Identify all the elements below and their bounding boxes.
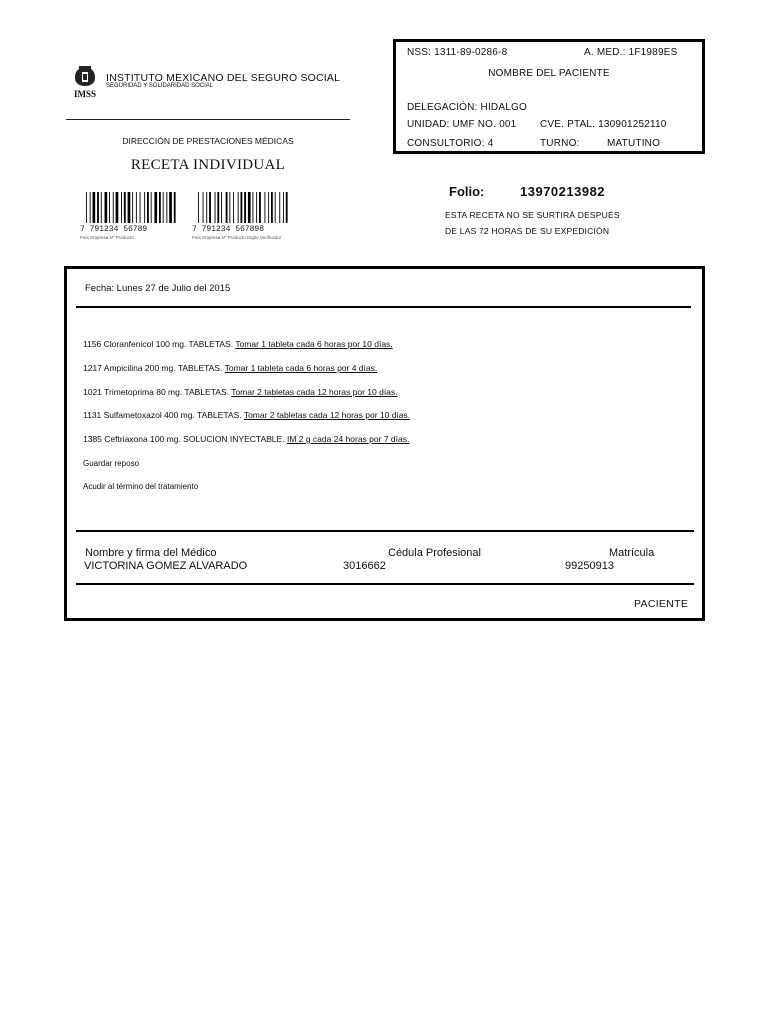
barcode-bar [116,192,119,223]
barcode-bar [105,192,108,223]
institute-name: INSTITUTO MEXICANO DEL SEGURO SOCIAL [106,72,341,84]
instruction-rest: Guardar reposo [83,459,140,468]
barcode-bar [275,192,276,223]
amed-value: A. MED.: 1F1989ES [584,47,678,58]
medication-drug: 1021 Trimetoprima 80 mg. TABLETAS. [83,387,229,397]
turno-value: MATUTINO [607,138,661,149]
barcode-bar [283,192,284,223]
direccion-label: DIRECCIÓN DE PRESTACIONES MÉDICAS [122,136,294,146]
barcode-2 [192,192,290,244]
institute-motto: SEGURIDAD Y SOLIDARIDAD SOCIAL [106,83,214,89]
barcode-bar [209,192,211,223]
barcode-2-number: 7 791234 567898 [192,225,265,234]
medication-dose: Tomar 1 tableta cada 6 horas por 4 días. [224,363,378,373]
nss-value: NSS: 1311-89-0286-8 [407,47,508,58]
signature-divider [76,530,694,532]
barcode-bar [233,192,234,223]
barcode-bar [268,192,269,223]
barcode-bar [265,192,266,223]
barcode-bar [215,192,216,223]
barcode-bar [217,192,219,223]
medication-dose: IM 2 g cada 24 horas por 7 días. [286,434,410,444]
barcode-bar [132,192,133,223]
medication-drug: 1385 Ceftriaxona 100 mg. SOLUCION INYECTABLE. [83,434,285,444]
barcode-bar [271,192,273,223]
patient-info-box [393,39,705,154]
barcode-bar [159,192,161,223]
barcode-bar [169,192,172,223]
medication-line [83,387,398,397]
barcode-bar [163,192,164,223]
consultorio-value: CONSULTORIO: 4 [407,138,494,149]
instruction-followup: Acudir al término del tratamiento [83,482,199,491]
barcode-bar [136,192,137,223]
barcode-bar [238,192,239,223]
barcode-bar [97,192,99,223]
matricula-label: Matrícula [609,547,655,559]
unidad-value: UNIDAD: UMF NO. 001 [407,119,517,130]
folio-label: Folio: [449,184,485,199]
barcode-1-number: 7 791234 56789 [80,225,148,234]
barcode-bar [140,192,141,223]
barcode-bar [229,192,230,223]
barcode-bar [206,192,207,223]
barcode-1-captions: País Empresa Nº Producto [80,235,134,240]
barcode-bar [124,192,126,223]
barcode-bar [101,192,102,223]
medication-drug: 1131 Sulfametoxazol 400 mg. TABLETAS. [83,410,242,420]
medication-line [83,363,377,373]
barcode-bar [256,192,257,223]
barcode-bar [166,192,167,223]
barcode-bar [174,192,176,223]
medication-line [83,410,410,420]
barcode-bar [286,192,288,223]
delegacion-value: DELEGACIÓN: HIDALGO [407,102,527,113]
barcode-bar [151,192,152,223]
cedula-label: Cédula Profesional [388,547,481,559]
medication-dose: Tomar 2 tabletas cada 12 horas por 10 días. [231,387,398,397]
expiry-notice-line2: DE LAS 72 HORAS DE SU EXPEDICIÓN [445,226,610,236]
barcode-bar [279,192,280,223]
prescription-date: Fecha: Lunes 27 de Julio del 2015 [85,283,231,294]
barcode-bar [244,192,246,223]
barcode-bar [203,192,204,223]
barcode-bar [109,192,110,223]
barcode-bar [259,192,261,223]
barcode-bar [221,192,222,223]
cve-ptal-value: CVE. PTAL. 130901252110 [540,119,667,130]
barcode-bar [128,192,131,223]
patient-name: NOMBRE DEL PACIENTE [488,68,610,79]
medication-line [83,434,409,444]
medication-dose: Tomar 1 tableta cada 6 horas por 10 días. [235,339,393,349]
medico-name: VICTORINA GOMEZ ALVARADO [84,560,248,572]
header-divider [66,119,350,120]
barcode-bar [144,192,145,223]
medication-line [83,339,393,349]
svg-text:IMSS: IMSS [73,89,97,98]
barcode-bar [90,192,91,223]
expiry-notice-line1: ESTA RECETA NO SE SURTIRÁ DESPUÉS [445,210,620,220]
barcode-2-captions: País Empresa Nº Producto Dígito Verificador [192,235,282,240]
barcode-bar [93,192,96,223]
turno-label: TURNO: [540,138,580,149]
barcode-bar [86,192,87,223]
barcode-bar [121,192,122,223]
barcode-bar [248,192,251,223]
medication-drug: 1156 Cloranfenicol 100 mg. TABLETAS. [83,339,234,349]
cedula-value: 3016662 [343,560,386,572]
copy-label: PACIENTE [634,598,689,610]
barcode-bar [226,192,228,223]
barcode-bar [154,192,157,223]
barcode-bar [113,192,114,223]
barcode-bar [198,192,199,223]
barcode-1 [80,192,178,244]
barcode-bar [253,192,254,223]
medication-dose: Tomar 2 tabletas cada 12 horas por 10 días. [243,410,411,420]
folio-number: 13970213982 [520,184,606,199]
document-title: RECETA INDIVIDUAL [130,157,286,173]
medico-label: Nombre y firma del Médico [85,547,217,559]
footer-divider [76,583,694,585]
date-divider [76,306,691,308]
barcode-bar [147,192,149,223]
matricula-value: 99250913 [565,560,614,572]
medication-drug: 1217 Ampicilina 200 mg. TABLETAS. [83,363,223,373]
barcode-bar [241,192,243,223]
imss-logo [70,64,100,98]
